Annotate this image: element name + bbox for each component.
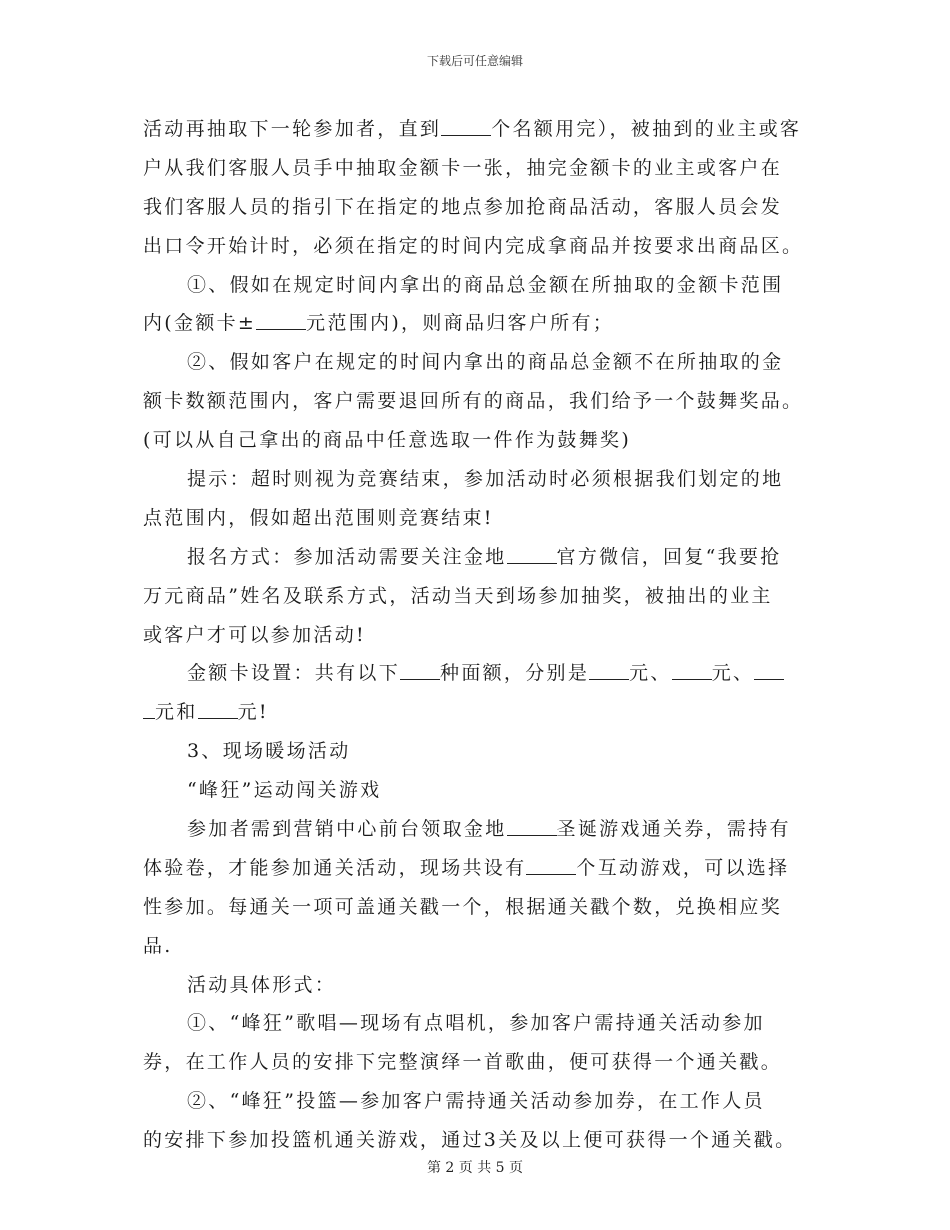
page-footer: 第 2 页 共 5 页 xyxy=(426,1160,524,1176)
text-line: 或客户才可以参加活动! xyxy=(143,623,366,646)
text-span: 元! xyxy=(237,701,269,724)
text-line: 品. xyxy=(143,934,173,957)
text-line: (可以从自己拿出的商品中任意选取一件作为鼓舞奖) xyxy=(143,429,632,452)
text-line: 点范围内，假如超出范围则竞赛结束! xyxy=(143,506,494,529)
text-line: 提示：超时则视为竞赛结束，参加活动时必须根据我们划定的地 xyxy=(187,468,784,491)
text-line: 万元商品”姓名及联系方式，活动当天到场参加抽奖，被抽出的业主 xyxy=(143,584,773,607)
fill-blank xyxy=(526,854,576,875)
fill-blank xyxy=(754,659,784,680)
fill-blank xyxy=(400,659,440,680)
page-header: 下载后可任意编辑 xyxy=(426,54,523,68)
text-line xyxy=(143,654,813,693)
fill-blank xyxy=(507,815,557,836)
text-span: 元范围内)，则商品归客户所有； xyxy=(306,312,615,335)
text-span: 参加者需到营销中心前台领取金地 xyxy=(187,818,507,841)
text-line: ②、“峰狂”投篮—参加客户需持通关活动参加券，在工作人员 xyxy=(187,1090,765,1113)
text-line: 活动具体形式： xyxy=(187,973,337,996)
text-line: ②、假如客户在规定的时间内拿出的商品总金额不在所抽取的金 xyxy=(187,351,784,374)
text-line xyxy=(143,693,813,732)
text-span: 金额卡设置：共有以下 xyxy=(187,662,401,685)
subsection-heading: “峰狂”运动闯关游戏 xyxy=(187,779,382,802)
fill-blank xyxy=(507,543,557,564)
text-line: ①、“峰狂”歌唱—现场有点唱机，参加客户需持通关活动参加 xyxy=(187,1012,765,1035)
fill-blank xyxy=(198,698,238,719)
text-span: 个名额用完），被抽到的业主或客 xyxy=(491,118,802,140)
text-span: 体验卷，才能参加通关活动，现场共设有 xyxy=(143,856,527,879)
text-line: 性参加。每通关一项可盖通关戳一个，根据通关戳个数，兑换相应奖 xyxy=(143,895,783,918)
text-line xyxy=(143,810,813,849)
text-line xyxy=(143,849,813,888)
text-span: 活动再抽取下一轮参加者，直到 xyxy=(143,118,442,140)
text-line: 户从我们客服人员手中抽取金额卡一张，抽完金额卡的业主或客户在 xyxy=(143,156,783,179)
text-span: 元、 xyxy=(629,662,672,685)
text-line xyxy=(143,110,813,149)
fill-blank xyxy=(672,659,712,680)
text-line: 额卡数额范围内，客户需要退回所有的商品，我们给予一个鼓舞奖品。 xyxy=(143,390,804,413)
fill-blank xyxy=(589,659,629,680)
document-body xyxy=(143,110,813,1160)
text-line xyxy=(143,538,813,577)
text-line: ①、假如在规定时间内拿出的商品总金额在所抽取的金额卡范围 xyxy=(187,273,784,296)
text-span: 元和 xyxy=(155,701,198,724)
text-span: 种面额，分别是 xyxy=(440,662,590,685)
text-span: 内(金额卡± xyxy=(143,312,257,335)
fill-blank xyxy=(256,309,306,330)
text-line: 券，在工作人员的安排下完整演绎一首歌曲，便可获得一个通关戳。 xyxy=(143,1051,783,1074)
text-line xyxy=(143,304,813,343)
text-line: 出口令开始计时，必须在指定的时间内完成拿商品并按要求出商品区。 xyxy=(143,234,804,257)
text-span: 官方微信，回复“我要抢 xyxy=(556,545,782,568)
text-span: 元、 xyxy=(711,662,755,685)
section-heading: 3、现场暖场活动 xyxy=(187,740,351,763)
text-span: 报名方式：参加活动需要关注金地 xyxy=(187,545,507,568)
text-line: 我们客服人员的指引下在指定的地点参加抢商品活动，客服人员会发 xyxy=(143,195,783,218)
text-span: 个互动游戏，可以选择 xyxy=(576,856,790,879)
fill-blank xyxy=(143,698,155,719)
text-span: 圣诞游戏通关券，需持有 xyxy=(556,818,791,841)
text-line: 的安排下参加投篮机通关游戏，通过3关及以上便可获得一个通关戳。 xyxy=(143,1129,797,1152)
fill-blank xyxy=(441,115,491,136)
